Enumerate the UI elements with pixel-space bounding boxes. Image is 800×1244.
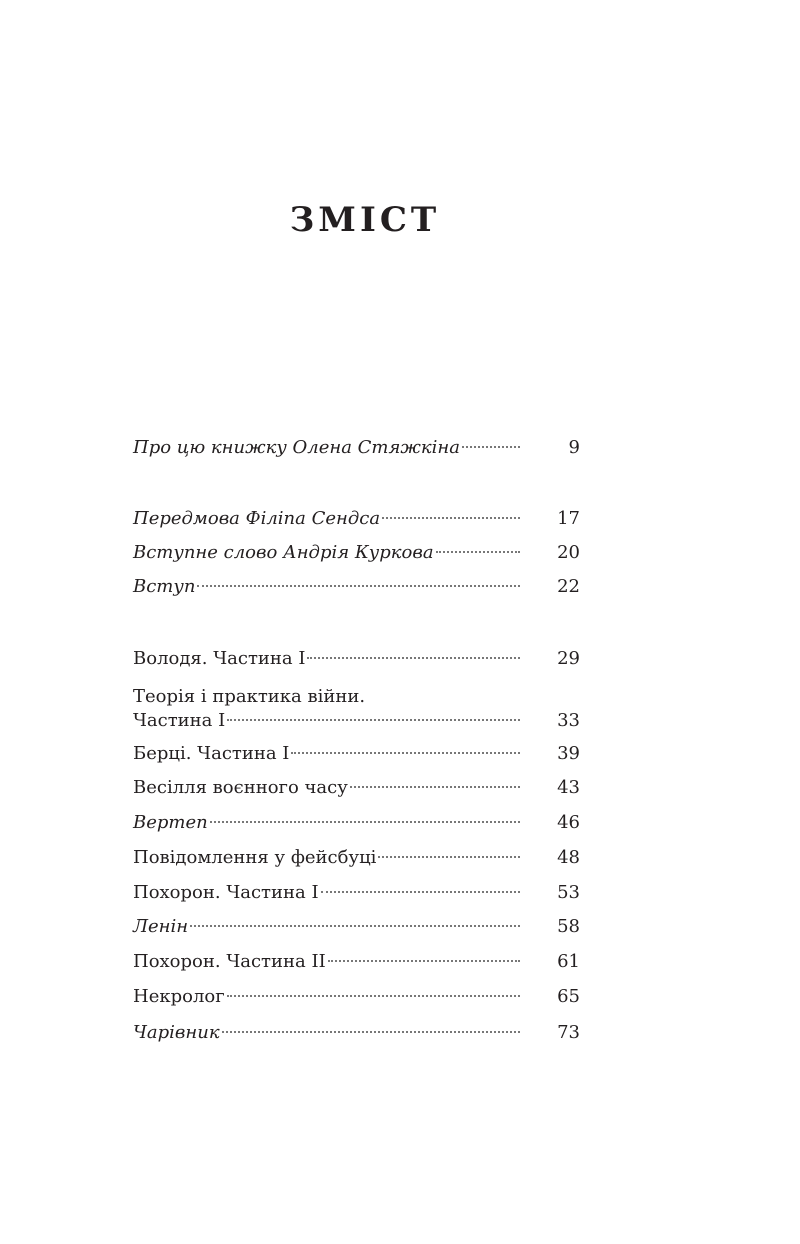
dot-leader <box>227 995 520 997</box>
toc-entry-title: Повідомлення у фейсбуці <box>133 847 377 868</box>
toc-entry-title: Володя. Частина I <box>133 648 306 669</box>
toc-entry-page: 9 <box>568 437 580 458</box>
toc-entry-page: 48 <box>557 847 580 868</box>
toc-entry-title: Берці. Частина I <box>133 743 290 764</box>
toc-entry-title: Похорон. Частина I <box>133 882 319 903</box>
dot-leader <box>382 517 520 519</box>
page-title: ЗМІСТ <box>289 200 441 240</box>
toc-entry <box>133 846 580 870</box>
toc-entry <box>133 647 580 671</box>
toc-entry-page: 73 <box>557 1022 580 1043</box>
toc-entry-title-line1: Теорія і практика війни. <box>133 686 366 707</box>
toc-entry-title: Про цю книжку Олена Стяжкіна <box>133 437 460 458</box>
toc-entry-page: 22 <box>557 576 580 597</box>
toc-entry-page: 43 <box>557 777 580 798</box>
dot-leader <box>350 786 520 788</box>
toc-entry <box>133 985 580 1009</box>
dot-leader <box>197 585 520 587</box>
toc-entry <box>133 881 580 905</box>
toc-entry-page: 46 <box>557 812 580 833</box>
toc-entry-page: 29 <box>557 648 580 669</box>
dot-leader <box>321 891 520 893</box>
toc-entry-title: Некролог <box>133 986 225 1007</box>
toc-entry <box>133 1021 580 1045</box>
dot-leader <box>227 719 520 721</box>
toc-entry <box>133 507 580 531</box>
toc-entry-title: Вступ <box>133 576 196 597</box>
toc-entry <box>133 811 580 835</box>
toc-entry-page: 33 <box>557 710 580 731</box>
dot-leader <box>190 925 520 927</box>
dot-leader <box>328 960 520 962</box>
dot-leader <box>378 856 520 858</box>
toc-entry-title: Частина I <box>133 710 226 731</box>
toc-entry <box>133 776 580 800</box>
toc-entry-title: Похорон. Частина II <box>133 951 326 972</box>
toc-entry <box>133 436 580 460</box>
toc-entry <box>133 915 580 939</box>
dot-leader <box>291 752 520 754</box>
toc-entry-title: Весілля воєнного часу <box>133 777 348 798</box>
toc-entry-page: 65 <box>557 986 580 1007</box>
toc-entry <box>133 742 580 766</box>
toc-entry <box>133 541 580 565</box>
toc-entry-title: Передмова Філіпа Сендса <box>133 508 381 529</box>
dot-leader <box>436 551 520 553</box>
toc-entry-title: Ленін <box>133 916 189 937</box>
toc-entry-page: 53 <box>557 882 580 903</box>
toc-entry-title: Вертеп <box>133 812 208 833</box>
toc-entry-page: 17 <box>557 508 580 529</box>
toc-entry-page: 61 <box>557 951 580 972</box>
toc-entry <box>133 950 580 974</box>
toc-entry-page: 20 <box>557 542 580 563</box>
toc-entry-title: Вступне слово Андрія Куркова <box>133 542 434 563</box>
dot-leader <box>222 1031 520 1033</box>
toc-entry-page: 39 <box>557 743 580 764</box>
dot-leader <box>210 821 520 823</box>
toc-entry-page: 58 <box>557 916 580 937</box>
dot-leader <box>307 657 520 659</box>
dot-leader <box>462 446 520 448</box>
toc-entry <box>133 575 580 599</box>
toc-entry <box>133 685 580 733</box>
toc-entry-title: Чарівник <box>133 1022 220 1043</box>
